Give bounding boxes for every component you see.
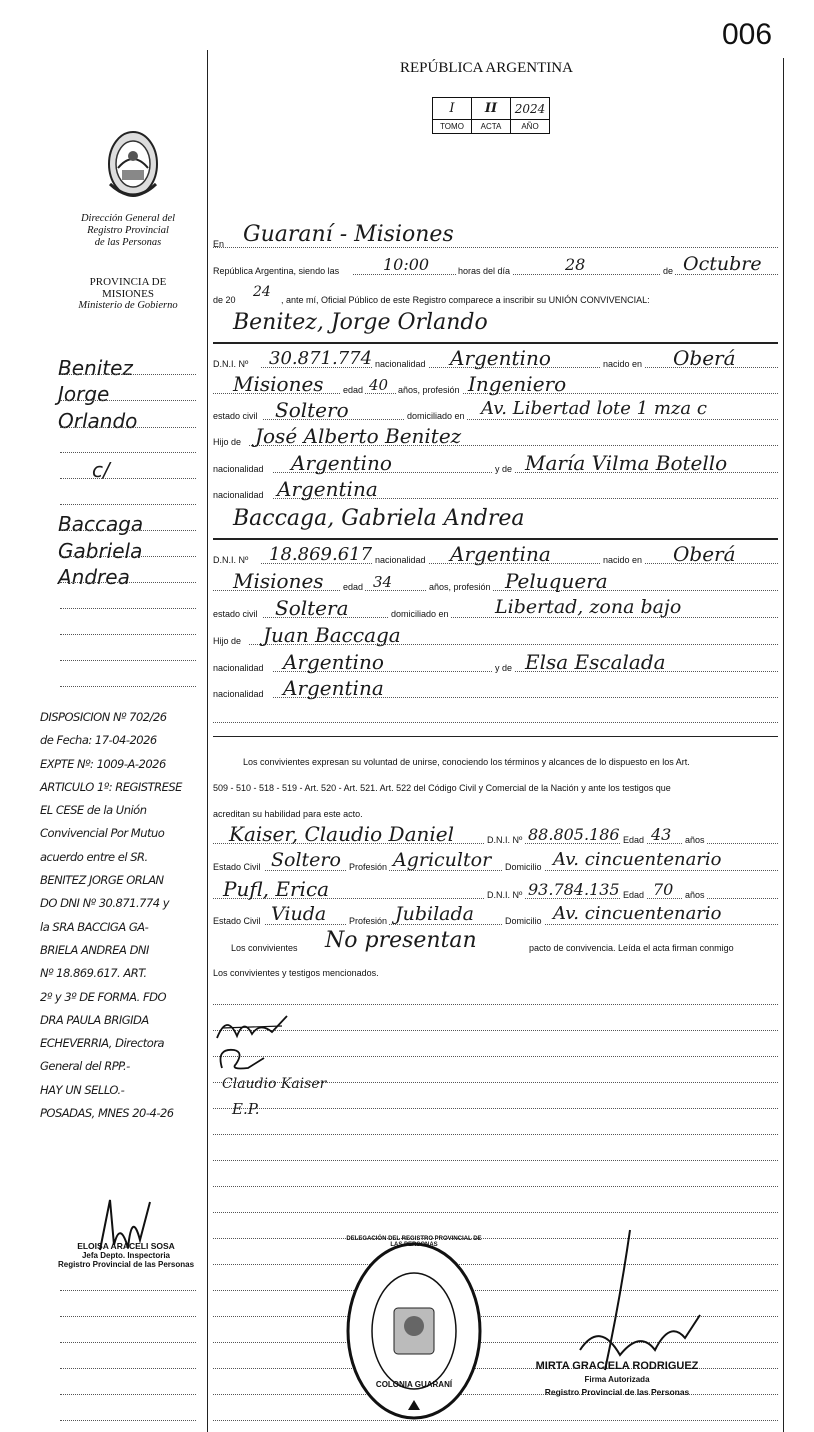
person1-domicile: Av. Libertad lote 1 mza c xyxy=(481,398,707,419)
place-value: Guaraní - Misiones xyxy=(243,222,454,247)
person1-father-row xyxy=(213,424,778,448)
margin-conjunction: c/ xyxy=(92,458,110,482)
witness2-signature: E.P. xyxy=(232,1100,260,1118)
margin-note-line: 2º y 3º DE FORMA. FDO xyxy=(40,989,167,1004)
margin-note-line: POSADAS, MNES 20-4-26 xyxy=(40,1106,174,1121)
person1-nationality: Argentino xyxy=(450,346,551,370)
margin-note-line: DISPOSICION Nº 702/26 xyxy=(40,710,167,724)
year-value: 24 xyxy=(253,284,271,300)
margin-note-line: Nº 18.869.617. ART. xyxy=(40,966,147,981)
book-reference-table xyxy=(432,97,550,134)
person1-dni: 30.871.774 xyxy=(269,348,373,369)
officer-stamp xyxy=(512,1360,722,1399)
en-label: En xyxy=(213,239,225,249)
person1-mother-row xyxy=(213,451,778,475)
margin-given-name-2: Orlando xyxy=(58,409,138,433)
witness-dni-label: D.N.I. Nº xyxy=(487,890,523,900)
margin-line xyxy=(60,660,196,661)
margin-given-name-1: Jorge xyxy=(58,382,110,406)
margin-line xyxy=(60,1316,196,1317)
person2-civil-row xyxy=(213,596,778,620)
left-column-rule xyxy=(207,50,208,1432)
domicile-label: domiciliado en xyxy=(391,609,449,619)
margin-line xyxy=(60,427,196,428)
province-line-1: PROVINCIA DE xyxy=(89,276,167,288)
person2-birthplace: Oberá xyxy=(673,542,736,566)
person1-birthplace: Oberá xyxy=(673,346,736,370)
person1-civil: Soltero xyxy=(275,398,349,422)
nationality-label: nacionalidad xyxy=(375,555,426,565)
officer-office: Registro Provincial de las Personas xyxy=(544,1387,690,1397)
person2-father: Juan Baccaga xyxy=(263,623,401,647)
seal-inner-text: COLONIA GUARANÍ xyxy=(375,1380,453,1389)
signature-line xyxy=(213,1004,778,1005)
right-column-rule xyxy=(783,58,784,1432)
margin-note-line: la SRA BACCIGA GA- xyxy=(40,919,149,934)
margin-disposition-note xyxy=(40,706,206,1125)
person2-name-row xyxy=(213,508,778,534)
mother-label: y de xyxy=(495,663,513,673)
margin-line xyxy=(60,1342,196,1343)
person2-domicile: Libertad, zona bajo xyxy=(495,596,682,618)
witness2-name: Pufl, Erica xyxy=(223,877,330,901)
person1-mother: María Vilma Botello xyxy=(525,451,728,475)
margin-line xyxy=(60,452,196,453)
inspector-role: Jefa Depto. Inspectoria xyxy=(81,1251,171,1260)
person2-civil: Soltera xyxy=(275,596,349,620)
witness-profession-label: Profesión xyxy=(349,862,388,872)
date-row xyxy=(213,253,778,277)
person2-dni: 18.869.617 xyxy=(269,544,373,565)
margin-line xyxy=(60,400,196,401)
place-row xyxy=(213,222,778,250)
margin-note-line: BENITEZ JORGE ORLAN xyxy=(40,873,164,888)
person1-mother-nat-row xyxy=(213,477,778,501)
person1-age: 40 xyxy=(369,376,389,394)
separator xyxy=(213,342,778,344)
margin-line xyxy=(60,608,196,609)
profession-label: años, profesión xyxy=(398,385,460,395)
nationality-label: nacionalidad xyxy=(213,490,264,500)
year-value: 2024 xyxy=(511,98,550,120)
signature-line xyxy=(213,1160,778,1161)
legal-line-2: 509 - 510 - 518 - 519 - Art. 520 - Art. 521. Art. 522 del Código Civil y Comercial de la Nación y ante los testigos que xyxy=(213,783,671,793)
month-prefix-label: de xyxy=(663,266,674,276)
intro-row xyxy=(213,286,778,306)
dept-line-3: de las Personas xyxy=(94,237,162,248)
person1-dni-row xyxy=(213,346,778,370)
civil-label: estado civil xyxy=(213,609,258,619)
margin-note-line: acuerdo entre el SR. xyxy=(40,849,148,864)
signature-line xyxy=(213,1186,778,1187)
republic-title: REPÚBLICA ARGENTINA xyxy=(400,60,573,76)
margin-line xyxy=(60,504,196,505)
ministry: Ministerio de Gobierno xyxy=(78,300,178,311)
nationality-label: nacionalidad xyxy=(213,663,264,673)
person2-age: 34 xyxy=(373,573,393,591)
signature-line xyxy=(213,1212,778,1213)
province-line-2: MISIONES xyxy=(102,288,154,300)
separator xyxy=(213,538,778,540)
margin-line xyxy=(60,478,196,479)
month-value: Octubre xyxy=(683,253,762,275)
separator xyxy=(213,736,778,737)
pact-value: No presentan xyxy=(325,928,477,953)
margin-note-line: HAY UN SELLO.- xyxy=(40,1082,125,1097)
signature-line xyxy=(213,1056,778,1057)
person2-nationality: Argentina xyxy=(450,542,551,566)
margin-line xyxy=(60,1420,196,1421)
margin-note-line: ECHEVERRIA, Directora xyxy=(40,1036,165,1051)
hours-label: horas del día xyxy=(458,266,511,276)
birthplace-label: nacido en xyxy=(603,359,643,369)
person1-civil-row xyxy=(213,398,778,422)
republic-label: República Argentina, siendo las xyxy=(213,266,340,276)
mother-label: y de xyxy=(495,464,513,474)
margin-note-line: DO DNI Nº 30.871.774 y xyxy=(40,896,170,911)
inspector-stamp xyxy=(46,1242,206,1269)
officer-signature xyxy=(560,1220,710,1380)
witness-domicile-label: Domicilio xyxy=(505,862,542,872)
margin-note-line: DRA PAULA BRIGIDA xyxy=(40,1012,149,1027)
time-value: 10:00 xyxy=(383,255,430,274)
person1-birthplace-province: Misiones xyxy=(233,372,324,396)
witness2-age: 70 xyxy=(653,880,674,899)
domicile-label: domiciliado en xyxy=(407,411,465,421)
person2-profession: Peluquera xyxy=(505,569,608,593)
inspector-name: ELOISA ARACELI SOSA xyxy=(77,1241,175,1251)
registry-seal-icon xyxy=(344,1240,484,1422)
margin-line xyxy=(60,686,196,687)
witness-years-label: años xyxy=(685,890,705,900)
misiones-coat-of-arms-icon xyxy=(104,128,162,202)
margin-line xyxy=(60,1290,196,1291)
person1-name-row xyxy=(213,312,778,338)
witness-age-label: Edad xyxy=(623,835,645,845)
margin-line xyxy=(60,1394,196,1395)
margin-line xyxy=(60,530,196,531)
dni-label: D.N.I. Nº xyxy=(213,555,249,565)
margin-note-line: ARTICULO 1º: REGISTRESE xyxy=(40,779,182,794)
witness2-domicile: Av. cincuentenario xyxy=(553,903,722,924)
witness1-dni: 88.805.186 xyxy=(528,825,620,844)
margin-note-line: EXPTE Nº: 1009-A-2026 xyxy=(40,756,166,771)
witness2-details-row xyxy=(213,903,778,927)
birthplace-label: nacido en xyxy=(603,555,643,565)
person2-birthplace-province: Misiones xyxy=(233,569,324,593)
age-label: edad xyxy=(343,582,364,592)
dept-name xyxy=(60,213,196,249)
witness-age-label: Edad xyxy=(623,890,645,900)
witness-civil-label: Estado Civil xyxy=(213,862,261,872)
person2-mother-nationality: Argentina xyxy=(283,676,384,700)
profession-label: años, profesión xyxy=(429,582,491,592)
pact-rest: pacto de convivencia. Leída el acta firman conmigo xyxy=(529,943,734,953)
signature-line xyxy=(213,1134,778,1135)
witness1-civil: Soltero xyxy=(271,849,341,871)
son-of-label: Hijo de xyxy=(213,437,242,447)
person1-father: José Alberto Benitez xyxy=(255,424,462,448)
intro-text: , ante mí, Oficial Público de este Registro comparece a inscribir su UNIÓN CONVIVENCIAL: xyxy=(281,295,650,305)
acta-label: ACTA xyxy=(472,120,511,134)
witness2-dni: 93.784.135 xyxy=(528,880,620,899)
witness-profession-label: Profesión xyxy=(349,916,388,926)
margin-line xyxy=(60,1368,196,1369)
signature-line xyxy=(213,1108,778,1109)
margin-note-line: General del RPP.- xyxy=(40,1059,130,1074)
witness1-signature: Claudio Kaiser xyxy=(222,1076,327,1092)
dni-label: D.N.I. Nº xyxy=(213,359,249,369)
person2-mother-row xyxy=(213,650,778,674)
margin-line xyxy=(60,374,196,375)
person2-mother: Elsa Escalada xyxy=(525,650,666,674)
witness-dni-label: D.N.I. Nº xyxy=(487,835,523,845)
witness1-domicile: Av. cincuentenario xyxy=(553,849,722,870)
son-of-label: Hijo de xyxy=(213,636,242,646)
person1-age-row xyxy=(213,372,778,396)
pact-row xyxy=(213,928,778,954)
witness1-details-row xyxy=(213,849,778,873)
civil-label: estado civil xyxy=(213,411,258,421)
margin-surname-1: Benitez xyxy=(58,356,133,380)
margin-surname-2: Baccaga xyxy=(58,512,144,536)
tomo-value: I xyxy=(433,98,472,120)
witness-civil-label: Estado Civil xyxy=(213,916,261,926)
margin-given-name-4: Andrea xyxy=(58,565,130,589)
signature-line xyxy=(213,1420,778,1421)
person1-profession: Ingeniero xyxy=(468,372,567,396)
acta-value: II xyxy=(472,98,511,120)
person2-dni-row xyxy=(213,542,778,566)
witness1-row xyxy=(213,822,778,846)
dept-line-2: Registro Provincial xyxy=(87,225,169,236)
nationality-label: nacionalidad xyxy=(213,464,264,474)
margin-line xyxy=(60,634,196,635)
convivient2-signature xyxy=(214,1040,274,1076)
witness1-age: 43 xyxy=(651,825,672,844)
witness-domicile-label: Domicilio xyxy=(505,916,542,926)
margin-note-line: de Fecha: 17-04-2026 xyxy=(40,733,157,748)
dept-line-1: Dirección General del xyxy=(80,213,176,224)
person1-mother-nationality: Argentina xyxy=(277,477,378,501)
seal-ring-text: DELEGACIÓN DEL REGISTRO PROVINCIAL DE LAS PERSONAS xyxy=(346,1236,482,1248)
witness-years-label: años xyxy=(685,835,705,845)
blank-line xyxy=(213,722,778,723)
inspector-office: Registro Provincial de las Personas xyxy=(57,1260,195,1269)
person2-name: Baccaga, Gabriela Andrea xyxy=(233,506,525,531)
nationality-label: nacionalidad xyxy=(375,359,426,369)
year-label: de 20 xyxy=(213,295,236,305)
person2-father-nationality: Argentino xyxy=(283,650,384,674)
year-label: AÑO xyxy=(511,120,550,134)
nationality-label: nacionalidad xyxy=(213,689,264,699)
witness2-row xyxy=(213,877,778,901)
officer-role: Firma Autorizada xyxy=(584,1375,650,1384)
day-value: 28 xyxy=(565,255,586,274)
margin-note-line: BRIELA ANDREA DNI xyxy=(40,942,149,957)
margin-note-line: Convivencial Por Mutuo xyxy=(40,826,165,841)
pact-label: Los convivientes xyxy=(231,943,298,953)
margin-given-name-3: Gabriela xyxy=(58,539,143,563)
person2-father-row xyxy=(213,623,778,647)
legal-line-1: Los convivientes expresan su voluntad de unirse, conociendo los términos y alcances de lo dispuesto en los Art. xyxy=(243,757,690,767)
witness1-name: Kaiser, Claudio Daniel xyxy=(229,822,455,846)
person1-father-nationality: Argentino xyxy=(291,451,392,475)
age-label: edad xyxy=(343,385,364,395)
witness2-civil: Viuda xyxy=(271,903,327,925)
legal-line-3: acreditan su habilidad para este acto. xyxy=(213,809,363,819)
tomo-label: TOMO xyxy=(433,120,472,134)
margin-note-line: EL CESE de la Unión xyxy=(40,803,147,818)
pact-line-2: Los convivientes y testigos mencionados. xyxy=(213,968,379,978)
witness1-profession: Agricultor xyxy=(393,849,492,871)
person2-mother-nat-row xyxy=(213,676,778,700)
person1-name: Benitez, Jorge Orlando xyxy=(233,310,488,335)
margin-line xyxy=(60,582,196,583)
person2-age-row xyxy=(213,569,778,593)
page-number: 006 xyxy=(722,18,773,51)
officer-name: MIRTA GRACIELA RODRIGUEZ xyxy=(535,1360,699,1372)
margin-line xyxy=(60,556,196,557)
province-name xyxy=(60,276,196,312)
witness2-profession: Jubilada xyxy=(395,903,474,925)
